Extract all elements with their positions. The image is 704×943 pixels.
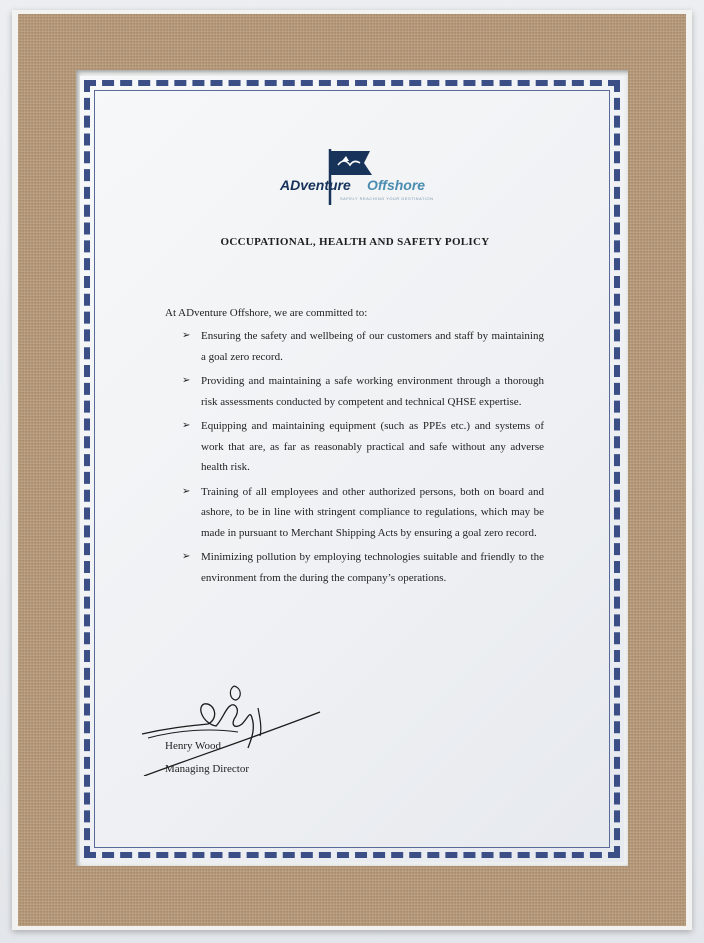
policy-item-text: Minimizing pollution by employing technologies suitable and friendly to the environment from the during the company’s operations. <box>201 551 544 584</box>
policy-item <box>182 416 544 478</box>
signatory-name: Henry Wood <box>165 740 222 752</box>
arrow-bullet-icon: ➢ <box>182 375 191 386</box>
logo-wordmark-offshore: Offshore <box>367 177 426 193</box>
handwritten-signature <box>138 678 322 776</box>
policy-item-text: Providing and maintaining a safe working environment through a thorough risk assessments conducted by competent and technical QHSE expertise. <box>201 375 544 408</box>
policy-title: OCCUPATIONAL, HEALTH AND SAFETY POLICY <box>220 236 490 248</box>
policy-item-text: Equipping and maintaining equipment (such as PPEs etc.) and systems of work that are, as far as reasonably practical and safe without any adverse health risk. <box>201 420 544 473</box>
policy-item <box>182 482 544 544</box>
policy-item-text: Ensuring the safety and wellbeing of our customers and staff by maintaining a goal zero record. <box>201 330 544 363</box>
logo-wordmark-adventure: ADventure <box>280 177 351 193</box>
policy-item <box>182 547 544 588</box>
arrow-bullet-icon: ➢ <box>182 420 191 431</box>
policy-list <box>182 326 544 592</box>
arrow-bullet-icon: ➢ <box>182 551 191 562</box>
signatory-role: Managing Director <box>165 763 249 775</box>
policy-item <box>182 326 544 367</box>
logo-tagline: SAFELY REACHING YOUR DESTINATION <box>340 196 434 201</box>
policy-item <box>182 371 544 412</box>
policy-intro: At ADventure Offshore, we are committed to: <box>165 307 368 319</box>
company-logo <box>280 147 440 209</box>
arrow-bullet-icon: ➢ <box>182 485 191 497</box>
arrow-bullet-icon: ➢ <box>182 330 191 341</box>
policy-item-text: Training of all employees and other authorized persons, both on board and ashore, to be in line with stringent compliance to regulations, which may be made in pursuant to Merchant Shipping Acts by ensuring a goal zero record. <box>201 485 544 539</box>
